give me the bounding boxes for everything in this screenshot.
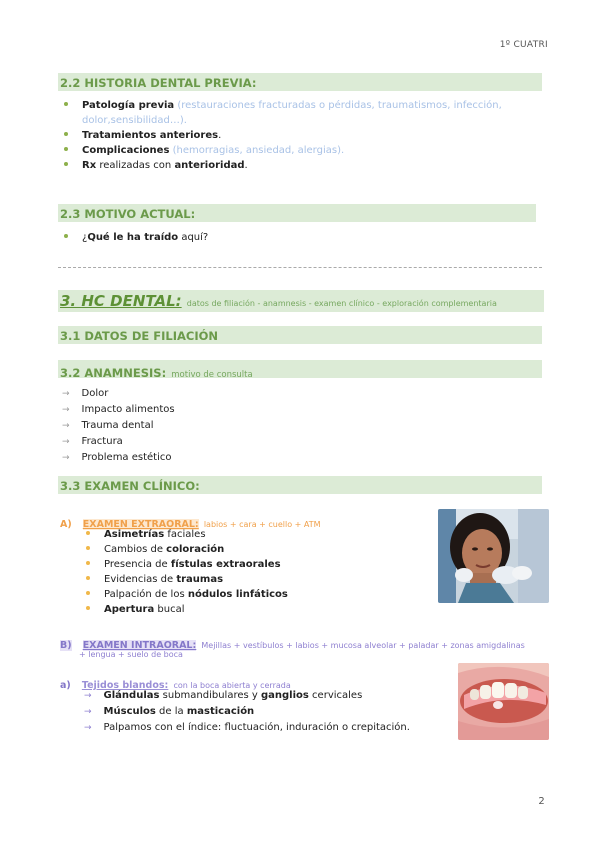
section-title-3-1: 3.1 DATOS DE FILIACIÓN: [60, 329, 219, 343]
item-continuation: dolor,sensibilidad…).: [82, 115, 187, 126]
item-bold: traumas: [176, 574, 224, 585]
item-text: Palpamos con el índice: fluctuación, induración o crepitación.: [103, 722, 410, 733]
list-item: [86, 587, 288, 602]
list-item: [64, 230, 208, 245]
item-text: Trauma dental: [81, 420, 154, 431]
anamnesis-title: 3.2 ANAMNESIS:: [60, 366, 167, 380]
bullet-icon: [86, 546, 90, 550]
extraoral-exam-photo: [438, 509, 549, 603]
arrow-right-icon: →: [84, 691, 92, 701]
item-bold: Glándulas: [103, 690, 160, 701]
arrow-right-icon: →: [62, 421, 70, 431]
item-bold: Tratamientos anteriores: [82, 130, 219, 141]
item-bold: ganglios: [261, 690, 309, 701]
list-item: [62, 386, 175, 402]
list-item: [84, 688, 410, 704]
course-label: 1º CUATRI: [499, 40, 548, 50]
list-item: [62, 418, 175, 434]
bullet-icon: [64, 234, 68, 238]
item-text: Problema estético: [81, 452, 172, 463]
soft-tissue-list: [84, 688, 410, 736]
list-item: [62, 434, 175, 450]
item-bold: Qué le ha traído: [87, 232, 179, 243]
item-bold: Complicaciones: [82, 145, 170, 156]
intraoral-exam-photo: [458, 663, 549, 740]
item-text: Cambios de: [104, 544, 167, 555]
item-bold: Músculos: [103, 706, 156, 717]
arrow-right-icon: →: [62, 405, 70, 415]
list-item: [64, 143, 544, 158]
extraoral-label: A): [60, 519, 72, 530]
arrow-right-icon: →: [62, 453, 70, 463]
item-bold: Rx: [82, 160, 97, 171]
item-text: submandibulares y: [159, 690, 261, 701]
item-bold: Patología previa: [82, 100, 175, 111]
bullet-icon: [64, 162, 68, 166]
list-item: [84, 720, 410, 736]
item-bold: fístulas extraorales: [170, 559, 281, 570]
section-title-2-3: 2.3 MOTIVO ACTUAL:: [60, 207, 196, 221]
bullet-icon: [86, 531, 90, 535]
item-bold: nódulos linfáticos: [187, 589, 288, 600]
arrow-right-icon: →: [84, 707, 92, 717]
item-text: aquí?: [178, 232, 209, 243]
list-item: [64, 158, 544, 173]
extraoral-subtitle: labios + cara + cuello + ATM: [203, 520, 321, 529]
extraoral-list: [86, 527, 288, 617]
item-bold: Apertura: [104, 604, 155, 615]
item-text: Presencia de: [104, 559, 171, 570]
item-text: de la: [155, 706, 187, 717]
soft-tissue-label: a): [60, 680, 71, 691]
item-bold: anterioridad: [174, 160, 245, 171]
list-item: [86, 572, 288, 587]
anamnesis-list: [62, 386, 175, 466]
list-item: [86, 542, 288, 557]
intraoral-title: EXAMEN INTRAORAL:: [82, 640, 197, 651]
item-text: realizadas con: [96, 160, 175, 171]
section-title-3-2: [60, 362, 253, 381]
list-item: [62, 402, 175, 418]
item-text: Fractura: [81, 436, 123, 447]
section-title-2-2: 2.2 HISTORIA DENTAL PREVIA:: [60, 76, 257, 90]
soft-tissue-subtitle: con la boca abierta y cerrada: [173, 681, 291, 690]
anamnesis-subtitle: motivo de consulta: [171, 370, 253, 380]
list-item: [62, 450, 175, 466]
item-bold: coloración: [166, 544, 225, 555]
section-title-3: [60, 291, 497, 310]
bullet-icon: [64, 147, 68, 151]
list-2-2: [64, 98, 544, 173]
item-text: .: [218, 130, 222, 141]
intraoral-label: B): [60, 640, 72, 651]
list-item: [86, 557, 288, 572]
section-title-3-3: 3.3 EXAMEN CLÍNICO:: [60, 479, 200, 493]
item-text: Evidencias de: [104, 574, 177, 585]
item-text: Dolor: [81, 388, 109, 399]
item-text: (restauraciones fracturadas o pérdidas, traumatismos, infección,: [174, 100, 502, 111]
list-item: [86, 527, 288, 542]
list-item: [84, 704, 410, 720]
arrow-right-icon: →: [62, 389, 70, 399]
list-item: [64, 128, 544, 143]
arrow-right-icon: →: [62, 437, 70, 447]
item-text: faciales: [164, 529, 206, 540]
arrow-right-icon: →: [84, 723, 92, 733]
item-text: Impacto alimentos: [81, 404, 175, 415]
item-bold: Asimetrías: [104, 529, 165, 540]
bullet-icon: [86, 576, 90, 580]
item-text: bucal: [154, 604, 185, 615]
list-item: [64, 98, 544, 113]
page-number: 2: [538, 796, 545, 807]
list-item: [86, 602, 288, 617]
bullet-icon: [64, 102, 68, 106]
extraoral-title: EXAMEN EXTRAORAL:: [82, 519, 199, 530]
dashed-divider: [58, 267, 542, 268]
soft-tissue-title: Tejidos blandos:: [81, 680, 169, 691]
bullet-icon: [64, 132, 68, 136]
item-text: (hemorragias, ansiedad, alergias).: [169, 145, 345, 156]
hc-dental-subtitle: datos de filiación - anamnesis - examen clínico - exploración complementaria: [186, 299, 497, 308]
item-text: Palpación de los: [104, 589, 188, 600]
hc-dental-title: 3. HC DENTAL:: [60, 292, 182, 310]
item-text: cervicales: [308, 690, 363, 701]
bullet-icon: [86, 561, 90, 565]
item-text: ¿: [82, 232, 88, 243]
intraoral-subtitle: Mejillas + vestíbulos + labios + mucosa alveolar + paladar + zonas amigdalinas: [201, 641, 525, 650]
item-text: .: [244, 160, 248, 171]
bullet-icon: [86, 606, 90, 610]
intraoral-subtitle-cont: + lengua + suelo de boca: [79, 650, 183, 659]
item-bold: masticación: [186, 706, 255, 717]
bullet-icon: [86, 591, 90, 595]
